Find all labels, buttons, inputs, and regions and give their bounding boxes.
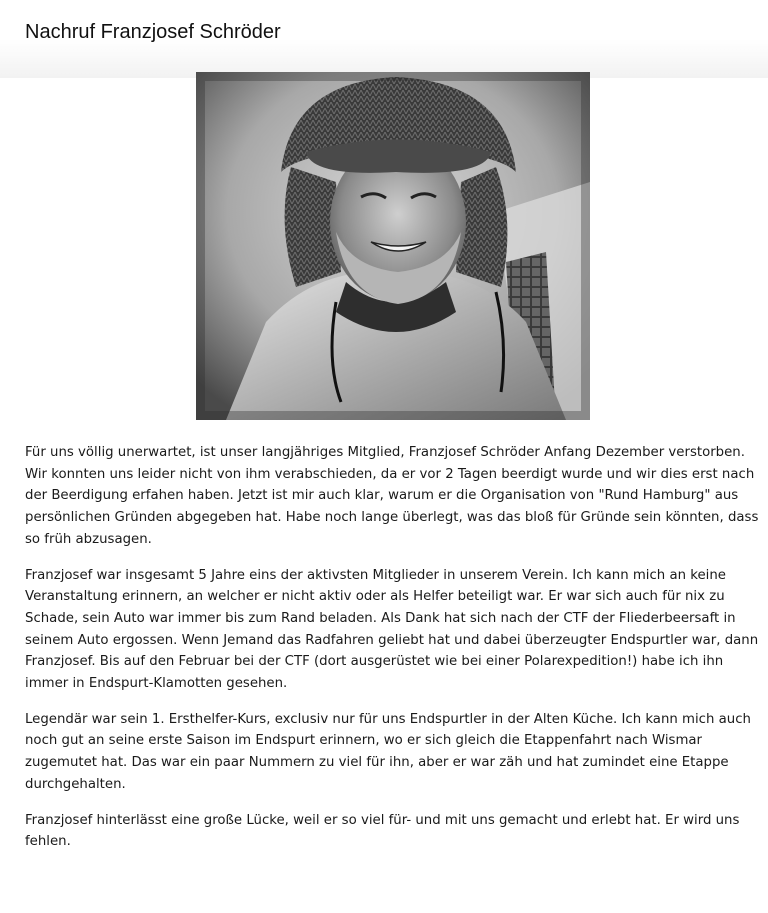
paragraph: Legendär war sein 1. Ersthelfer-Kurs, exclusiv nur für uns Endspurtler in der Alten Küche. Ich kann mich auch noch gut an seine erste Saison im Endspurt erinnern, wo er sich gleich die Etappenfahrt nach Wismar zugemutet hat. Das war ein paar Nummern zu viel für ihn, aber er war zäh und hat zumindet eine Etappe durchgehalten. bbox=[25, 711, 751, 792]
paragraph: Franzjosef war insgesamt 5 Jahre eins der aktivsten Mitglieder in unserem Verein. Ich kann mich an keine Veranstaltung erinnern, an welcher er nicht aktiv oder als Helfer beteiligt war. Er war sich auch für nix zu Schade, sein Auto war immer bis zum Rand beladen. Als Dank hat sich nach der CTF der Fliederbeersaft in seinem Auto ergossen. Wenn Jemand das Radfahren geliebt hat und dabei überzeugter Endspurtler war, dann Franzjosef. Bis auf den Februar bei der CTF (dort ausgerüstet wie bei einer Polarexpedition!) habe ich ihn immer in Endspurt-Klamotten gesehen. bbox=[25, 567, 759, 692]
paragraph: Für uns völlig unerwartet, ist unser langjähriges Mitglied, Franzjosef Schröder Anfang Dezember verstorben. Wir konnten uns leider nicht von ihm verabschieden, da er vor 2 Tagen beerdigt wurde und wir dies erst nach der Beerdigung erfahen haben. Jetzt ist mir auch klar, warum er die Organisation von "Rund Hamburg" aus persönlichen Gründen abgegeben hat. Habe noch lange überlegt, was das bloß für Gründe sein könnten, dass so früh abzusagen. bbox=[25, 445, 759, 547]
page-header bbox=[0, 0, 768, 78]
paragraph: Franzjosef hinterlässt eine große Lücke, weil er so viel für- und mit uns gemacht und erlebt hat. Er wird uns fehlen. bbox=[25, 812, 740, 850]
portrait-photo bbox=[196, 72, 590, 420]
page-title: Nachruf Franzjosef Schröder bbox=[25, 21, 281, 43]
obituary-text bbox=[25, 442, 763, 867]
